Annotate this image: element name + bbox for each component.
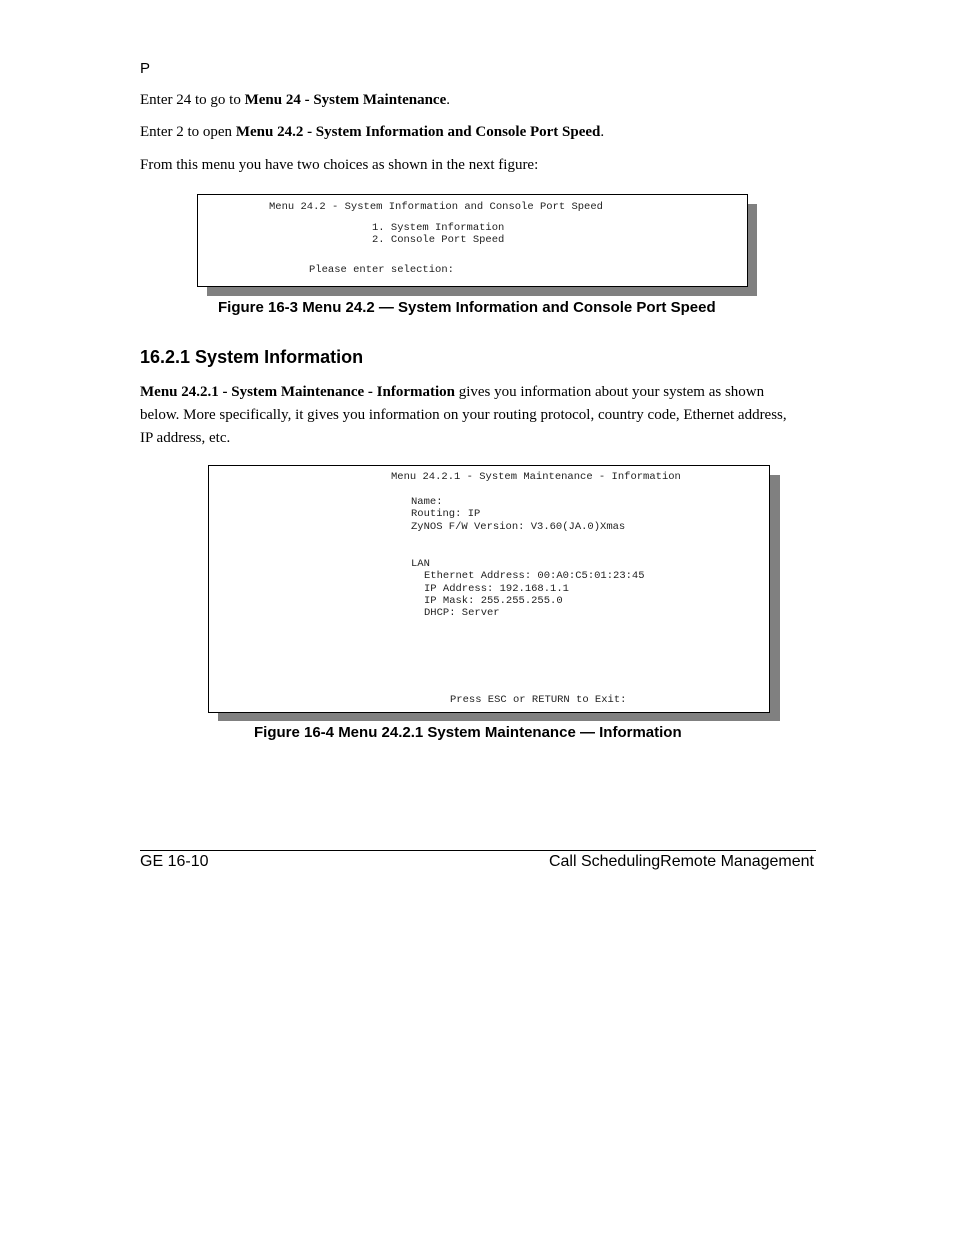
header-letter: P (140, 60, 151, 77)
selection-prompt: Please enter selection: (309, 264, 454, 276)
paragraph-menu-24 (140, 92, 450, 109)
section-title: 16.2.1 System Information (140, 347, 364, 367)
info-ethernet-address: Ethernet Address: 00:A0:C5:01:23:45 (424, 570, 645, 582)
info-name: Name: (411, 496, 443, 508)
menu-option-console-port-speed: 2. Console Port Speed (372, 234, 505, 246)
paragraph-text: . (600, 124, 605, 140)
terminal-screen-menu-24-2-1 (208, 465, 770, 713)
footer-page-number: GE 16-10 (140, 853, 209, 870)
paragraph-text: Enter 24 to go to (140, 92, 245, 108)
exit-prompt: Press ESC or RETURN to Exit: (450, 694, 627, 706)
section-intro (140, 381, 800, 450)
section-intro-bold: Menu 24.2.1 - System Maintenance - Information (140, 384, 455, 400)
info-dhcp: DHCP: Server (424, 607, 500, 619)
paragraph-bold-text: Menu 24.2 - System Information and Console Port Speed (235, 124, 601, 140)
footer-rule (140, 850, 816, 851)
terminal-screen-menu-24-2 (197, 194, 748, 287)
section-intro-text: gives you information about your system as shown below. More specifically, it gives you information on your routing protocol, country code, Ethernet address, IP address, etc. (140, 384, 787, 446)
info-ip-address: IP Address: 192.168.1.1 (424, 583, 569, 595)
terminal-title: Menu 24.2 - System Information and Console Port Speed (269, 201, 603, 213)
paragraph-choices: From this menu you have two choices as shown in the next figure: (140, 157, 539, 173)
figure-caption: Figure 16-4 Menu 24.2.1 System Maintenance — Information (254, 724, 682, 741)
figure-caption: Figure 16-3 Menu 24.2 — System Information and Console Port Speed (218, 299, 716, 316)
info-routing: Routing: IP (411, 508, 481, 520)
paragraph-menu-24-2 (140, 124, 604, 141)
paragraph-text: Enter 2 to open (140, 124, 236, 140)
menu-option-system-information: 1. System Information (372, 222, 505, 234)
info-ip-mask: IP Mask: 255.255.255.0 (424, 595, 563, 607)
info-lan-heading: LAN (411, 558, 430, 570)
paragraph-bold-text: Menu 24 - System Maintenance (244, 92, 447, 108)
paragraph-text: . (446, 92, 450, 108)
terminal-title: Menu 24.2.1 - System Maintenance - Information (391, 471, 681, 483)
info-firmware-version: ZyNOS F/W Version: V3.60(JA.0)Xmas (411, 521, 626, 533)
footer-chapter-title: Call SchedulingRemote Management (548, 853, 814, 870)
